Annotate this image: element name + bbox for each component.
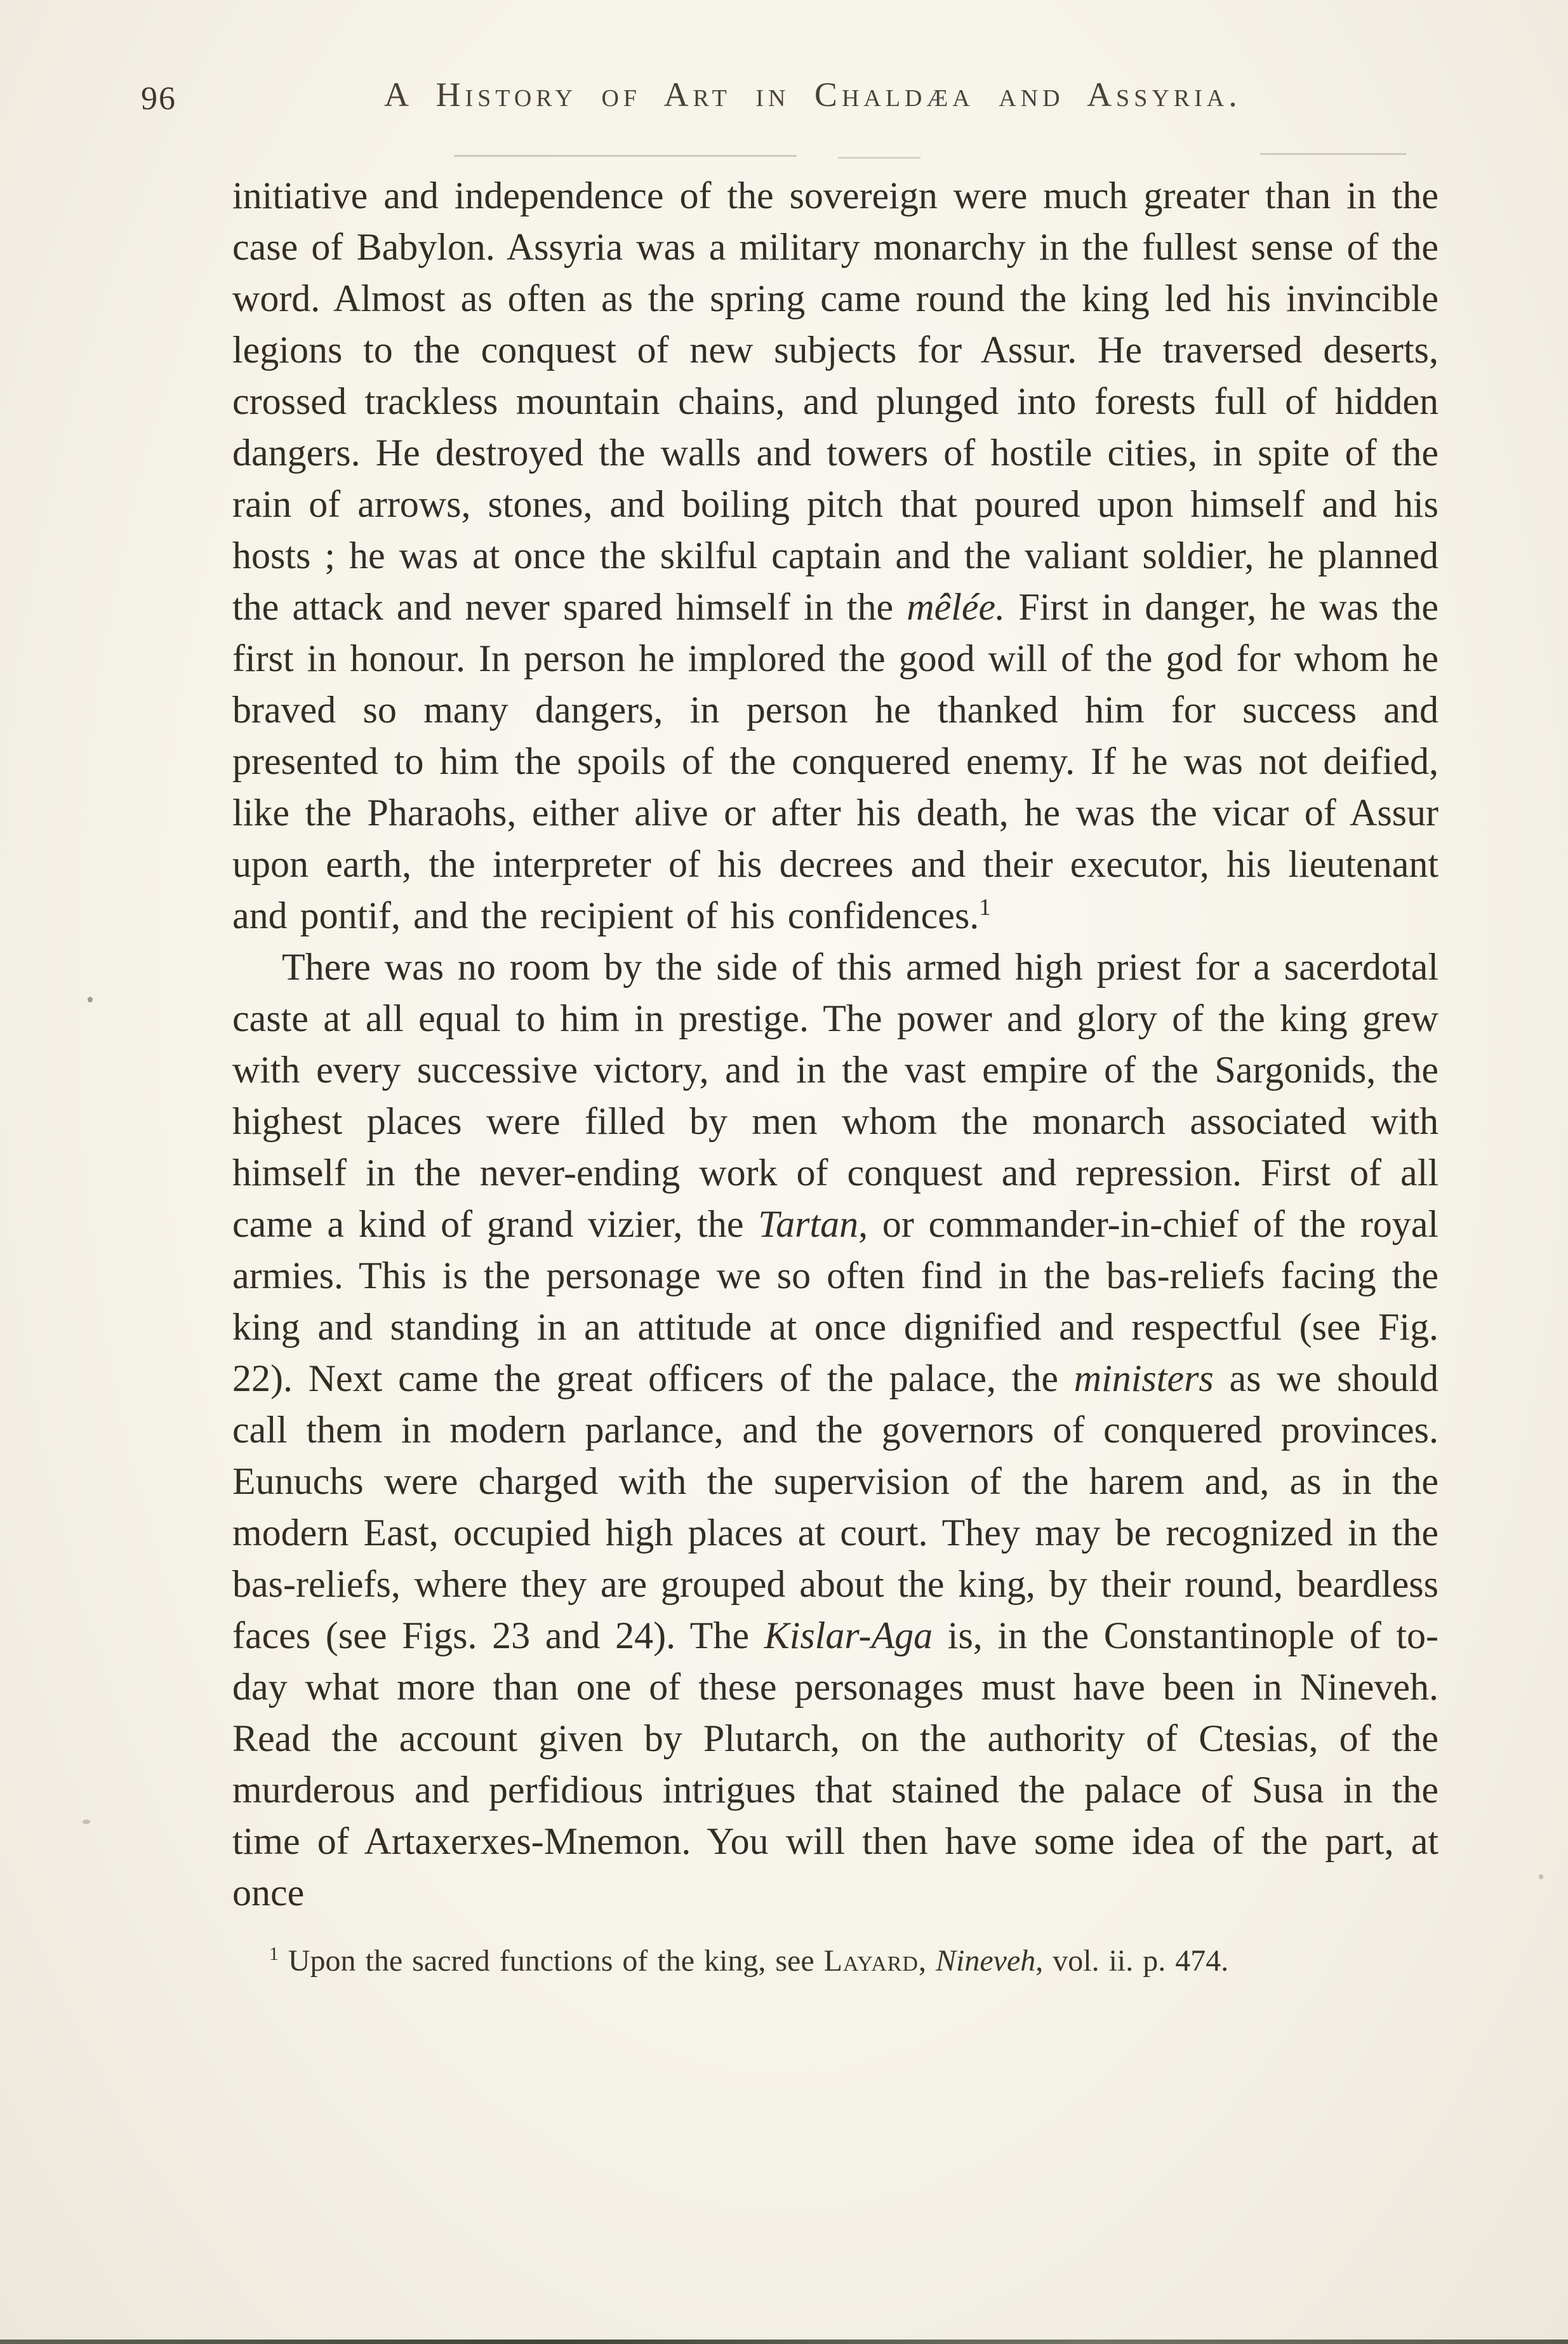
text-run: Upon the sacred functions of the king, see bbox=[278, 1944, 824, 1978]
text-run: is, in the Constantinople of to-day what more than one of these personages must have been in Nineveh. Read the account given by Plutarch, on the authority of Ctesias, of the murderous and perfidious intrigues that stained the palace of Susa in the time of Artaxerxes-Mnemon. You will then have some idea of the part, at once bbox=[232, 1615, 1439, 1914]
text-run: Tartan bbox=[758, 1203, 859, 1245]
page-bottom-edge bbox=[0, 2340, 1568, 2344]
scan-speck bbox=[88, 997, 93, 1002]
text-run: 1 bbox=[979, 895, 991, 921]
footnote bbox=[232, 1941, 1438, 1981]
running-header-title: A History of Art in Chaldæa and Assyria. bbox=[384, 76, 1242, 114]
text-run: initiative and independence of the sovereign were much greater than in the case of Babylon. Assyria was a military monarchy in the fullest sense of the word. Almost as often as the spring came round the king led his invincible legions to the conquest of new subjects for Assur. He traversed deserts, crossed trackless mountain chains, and plunged into forests full of hidden dangers. He destroyed the walls and towers of hostile cities, in spite of the rain of arrows, stones, and boiling pitch that poured upon himself and his hosts ; he was at once the skilful captain and the valiant soldier, he planned the attack and never spared himself in the bbox=[232, 175, 1438, 628]
text-run: , vol. ii. p. 474. bbox=[1035, 1944, 1229, 1978]
header-rule-segment bbox=[1260, 153, 1406, 155]
text-run: ministers bbox=[1073, 1357, 1214, 1399]
text-run: Kislar-Aga bbox=[764, 1615, 933, 1656]
text-run: , or commander-in-chief of the royal armies. This is the personage we so often find in the bas-reliefs facing the king and standing in an attitude at once dignified and respectful (see Fig. 22). Next came the great officers of the palace, the bbox=[232, 1203, 1438, 1399]
header-rule-segment bbox=[454, 155, 797, 157]
paragraph bbox=[232, 942, 1438, 1919]
scan-speck bbox=[1539, 1874, 1543, 1879]
text-run: mêlée. bbox=[907, 586, 1006, 628]
text-block bbox=[232, 170, 1438, 1981]
header-rule-segment bbox=[838, 157, 920, 159]
page-header bbox=[0, 75, 1568, 126]
paragraph bbox=[232, 170, 1438, 942]
text-run: as we should call them in modern parlance, and the governors of conquered provinces. Eunuchs were charged with the supervision of the harem and, as in the modern East, occupied high places at court. They may be recognized in the bas-reliefs, where they are grouped about the king, by their round, beardless faces (see Figs. 23 and 24). The bbox=[232, 1357, 1438, 1656]
scan-speck bbox=[83, 1820, 90, 1824]
page-number: 96 bbox=[141, 81, 176, 117]
text-run: First in danger, he was the first in honour. In person he implored the good will of the god for whom he braved so many dangers, in person he thanked him for success and presented to him the spoils of the conquered enemy. If he was not deified, like the Pharaohs, either alive or after his death, he was the vicar of Assur upon earth, the interpreter of his decrees and their executor, his lieutenant and pontif, and the recipient of his confidences. bbox=[232, 586, 1438, 936]
text-run: There was no room by the side of this armed high priest for a sacerdotal caste at all equal to him in prestige. The power and glory of the king grew with every successive victory, and in the vast empire of the Sargonids, the highest places were filled by men whom the monarch associated with himself in the never-ending work of conquest and repression. First of all came a kind of grand vizier, the bbox=[232, 946, 1438, 1245]
text-run: Nineveh bbox=[935, 1944, 1036, 1978]
text-run: , bbox=[918, 1944, 936, 1978]
text-run: 1 bbox=[269, 1943, 279, 1964]
text-run: Layard bbox=[823, 1944, 919, 1978]
